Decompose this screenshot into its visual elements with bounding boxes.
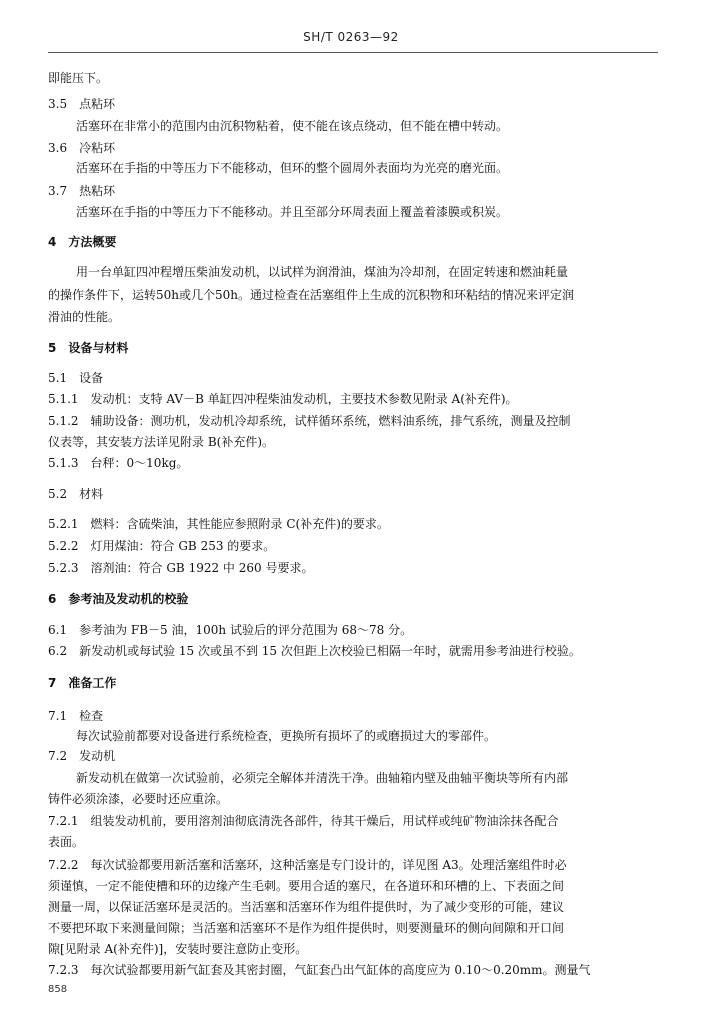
text-line: 铸件必须涂漆，必要时还应重涂。 xyxy=(48,792,229,806)
subsection-heading: 3.7 热粘环 xyxy=(48,184,116,198)
subsection-heading: 3.6 冷粘环 xyxy=(48,141,116,155)
section-heading: 4 方法概要 xyxy=(48,235,117,249)
text-line: 5.2.3 溶剂油：符合 GB 1922 中 260 号要求。 xyxy=(48,561,314,575)
text-line: 活塞环在非常小的范围内由沉积物粘着，使不能在该点绕动，但不能在槽中转动。 xyxy=(76,119,509,133)
text-line: 活塞环在手指的中等压力下不能移动，但环的整个圆周外表面均为光亮的磨光面。 xyxy=(76,161,509,175)
text-line: 7.2.1 组装发动机前，要用溶剂油彻底清洗各部件，待其干燥后，用试样或纯矿物油涂抹各配合 xyxy=(48,814,559,828)
page-header: SH/T 0263—92 xyxy=(303,30,399,44)
text-line: 仪表等，其安装方法详见附录 B(补充件)。 xyxy=(48,435,274,449)
section-heading: 6 参考油及发动机的校验 xyxy=(48,592,189,606)
text-line: 7.2.3 每次试验都要用新气缸套及其密封圈，气缸套凸出气缸体的高度应为 0.10～0.20mm。测量气 xyxy=(48,963,591,977)
text-line: 5.1.3 台秤：0～10kg。 xyxy=(48,456,189,470)
section-heading: 5 设备与材料 xyxy=(48,341,129,355)
text-line: 活塞环在手指的中等压力下不能移动。并且至部分环周表面上覆盖着漆膜或积炭。 xyxy=(76,205,509,219)
text-line: 即能压下。 xyxy=(48,71,109,85)
text-line: 滑油的性能。 xyxy=(48,310,121,324)
text-line: 5.2.1 燃料：含硫柴油，其性能应参照附录 C(补充件)的要求。 xyxy=(48,517,389,531)
text-line: 的操作条件下，运转50h或几个50h。通过检查在活塞组件上生成的沉积物和环粘结的情况来评定润 xyxy=(48,288,574,302)
text-line: 须谨慎，一定不能使槽和环的边缘产生毛刺。要用合适的塞尺，在各道环和环槽的上、下表面之间 xyxy=(48,879,565,893)
header-rule xyxy=(48,52,658,53)
text-line: 测量一周，以保证活塞环是灵活的。当活塞和活塞环作为组件提供时，为了减少变形的可能，建议 xyxy=(48,900,565,914)
page-number: 858 xyxy=(48,984,68,995)
text-line: 5.1.2 辅助设备：测功机，发动机冷却系统，试样循环系统，燃料油系统，排气系统，测量及控制 xyxy=(48,414,571,428)
subsection-heading: 5.2 材料 xyxy=(48,487,104,501)
subsection-heading: 5.1 设备 xyxy=(48,371,104,385)
section-heading: 7 准备工作 xyxy=(48,676,117,690)
text-line: 7.2.2 每次试验都要用新活塞和活塞环，这种活塞是专门设计的，详见图 A3。处理活塞组件时必 xyxy=(48,858,567,872)
subsection-heading: 3.5 点粘环 xyxy=(48,97,116,111)
text-line: 6.2 新发动机或每试验 15 次或虽不到 15 次但距上次校验已相隔一年时，就需用参考油进行校验。 xyxy=(48,644,581,658)
text-line: 5.2.2 灯用煤油：符合 GB 253 的要求。 xyxy=(48,539,276,553)
text-line: 用一台单缸四冲程增压柴油发动机，以试样为润滑油，煤油为冷却剂，在固定转速和燃油耗量 xyxy=(76,265,569,279)
text-line: 不要把环取下来测量间隙；当活塞和活塞环不是作为组件提供时，则要测量环的侧向间隙和开口间 xyxy=(48,921,565,935)
text-line: 每次试验前都要对设备进行系统检查，更换所有损坏了的或磨损过大的零部件。 xyxy=(76,729,497,743)
subsection-heading: 7.2 发动机 xyxy=(48,749,116,763)
text-line: 表面。 xyxy=(48,835,85,849)
text-line: 新发动机在做第一次试验前，必须完全解体并清洗干净。曲轴箱内壁及曲轴平衡块等所有内部 xyxy=(76,771,569,785)
text-line: 6.1 参考油为 FB－5 油，100h 试验后的评分范围为 68～78 分。 xyxy=(48,623,413,637)
text-line: 5.1.1 发动机：支特 AV－B 单缸四冲程柴油发动机，主要技术参数见附录 A(补充件)。 xyxy=(48,392,518,406)
text-line: 隙[见附录 A(补充件)]，安装时要注意防止变形。 xyxy=(48,942,308,956)
subsection-heading: 7.1 检查 xyxy=(48,709,104,723)
